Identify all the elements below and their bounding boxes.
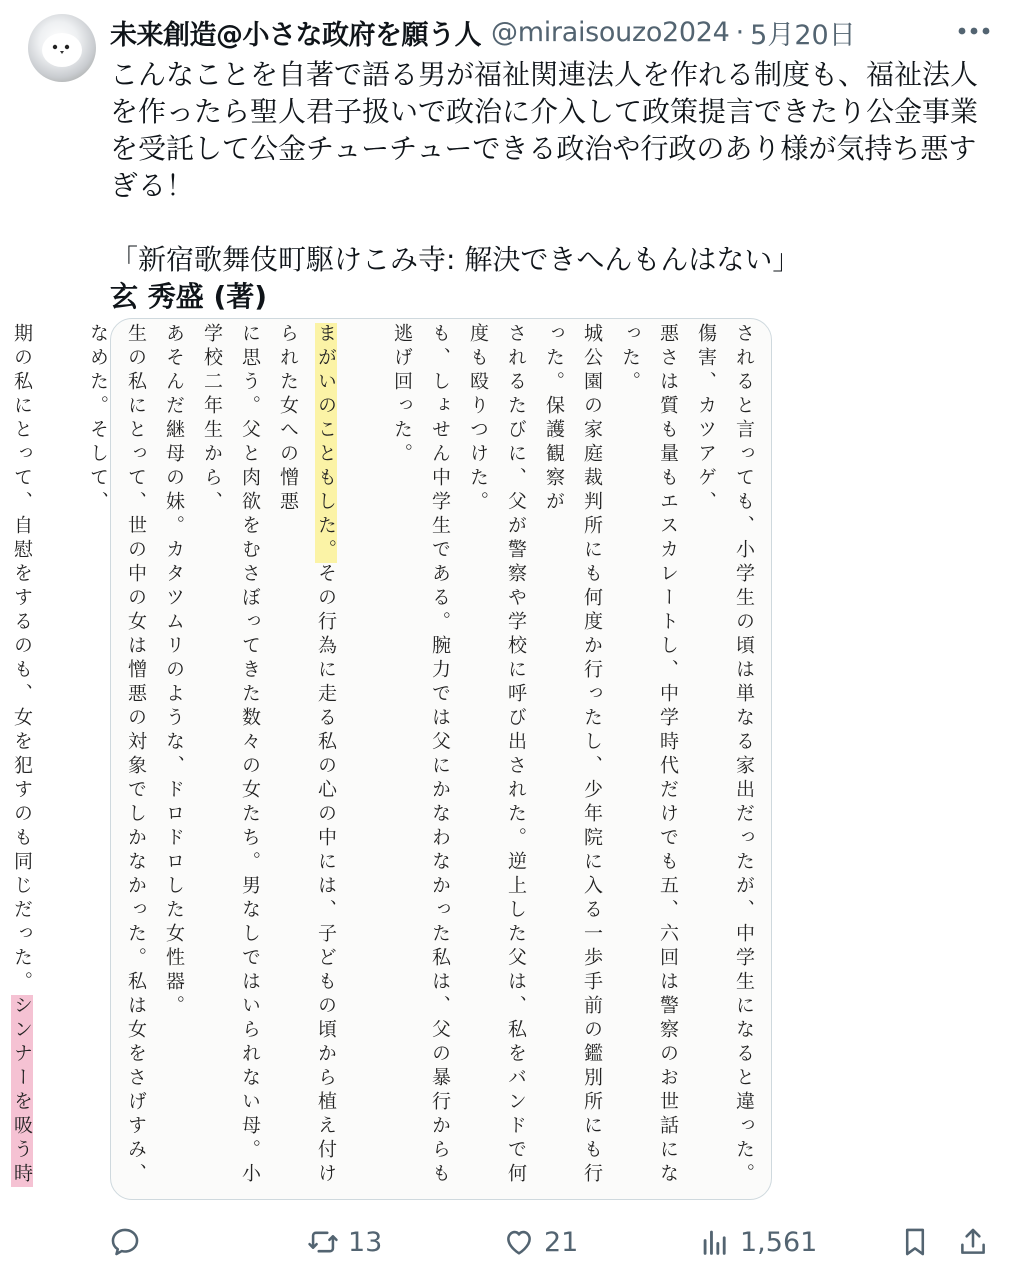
tweet-body: こんなことを自著で語る男が福祉関連法人を作れる制度も、福祉法人を作ったら聖人君子扱いで政治に介入して政策提言できたり公金事業を受託して公金チューチューできる政治や行政のあり様が気持ち悪すぎる！ — [110, 58, 979, 202]
tweet-text — [110, 56, 1000, 315]
book-line: も、しょせん中学生である。腕力では父にかなわなかった私は、父の暴行からも逃げ回った。 — [391, 323, 451, 1187]
tweet-image[interactable] — [11, 318, 772, 1200]
reply-button[interactable] — [108, 1218, 150, 1266]
book-author: 玄 秀盛 (著) — [110, 280, 268, 313]
action-bar — [100, 1218, 1000, 1266]
book-line: あそんだ継母の妹。カタツムリのような、ドロドロした女性器。 — [163, 323, 185, 1019]
book-line: 城公園の家庭裁判所にも何度か行ったし、少年院に入る一歩手前の鑑別所にも行った。保護観察が — [543, 323, 603, 1187]
author-name[interactable]: 未来創造@小さな政府を願う人 — [110, 19, 481, 51]
views-chart-icon — [698, 1225, 732, 1259]
book-line: に思う。父と肉欲をむさぼってきた数々の女たち。男なしではいられない母。小学校二年生から、 — [201, 323, 261, 1187]
bookmark-button[interactable] — [898, 1218, 932, 1266]
like-button[interactable] — [502, 1218, 578, 1266]
retweet-icon — [306, 1225, 340, 1259]
bird-avatar-icon — [28, 14, 96, 82]
view-count: 1,561 — [740, 1226, 818, 1258]
book-page-text — [11, 323, 763, 1197]
retweet-count: 13 — [348, 1226, 383, 1258]
share-button[interactable] — [956, 1218, 990, 1266]
reply-icon — [108, 1225, 142, 1259]
highlight-yellow: まがいのこともした。 — [315, 323, 337, 563]
avatar[interactable] — [28, 14, 96, 82]
retweet-button[interactable] — [306, 1218, 382, 1266]
more-options-icon[interactable] — [952, 14, 996, 48]
book-line: 生の私にとって、世の中の女は憎悪の対象でしかなかった。私は女をさげすみ、なめた。そして、 — [87, 323, 147, 1187]
book-line: されるたびに、父が警察や学校に呼び出された。逆上した父は、私をバンドで何度も殴りつけた。 — [467, 323, 527, 1187]
book-title: 「新宿歌舞伎町駆けこみ寺: 解決できへんもんはない」 — [110, 243, 801, 276]
tweet-header — [110, 12, 1002, 52]
separator-dot: · — [735, 16, 745, 48]
bookmark-icon — [898, 1225, 932, 1259]
book-line: その行為に走る私の心の中には、子どもの頃から植え付けられた女への憎悪 — [277, 323, 337, 1187]
author-handle[interactable]: @miraisouzo2024 — [491, 16, 730, 48]
views-button[interactable] — [698, 1218, 817, 1266]
book-line: されると言っても、小学生の頃は単なる家出だったが、中学生になると違った。傷害、カツアゲ、 — [695, 323, 755, 1187]
book-line: 悪さは質も量もエスカレートし、中学時代だけでも五、六回は警察のお世話になった。 — [619, 323, 679, 1187]
highlight-pink: シンナーを吸う時 — [0, 323, 33, 1187]
book-line: 期の私にとって、自慰をするのも、女を犯すのも同じだった。 — [11, 323, 33, 995]
heart-icon — [502, 1225, 536, 1259]
like-count: 21 — [544, 1226, 579, 1258]
tweet-date[interactable]: 5月20日 — [750, 19, 856, 51]
share-icon — [956, 1225, 990, 1259]
